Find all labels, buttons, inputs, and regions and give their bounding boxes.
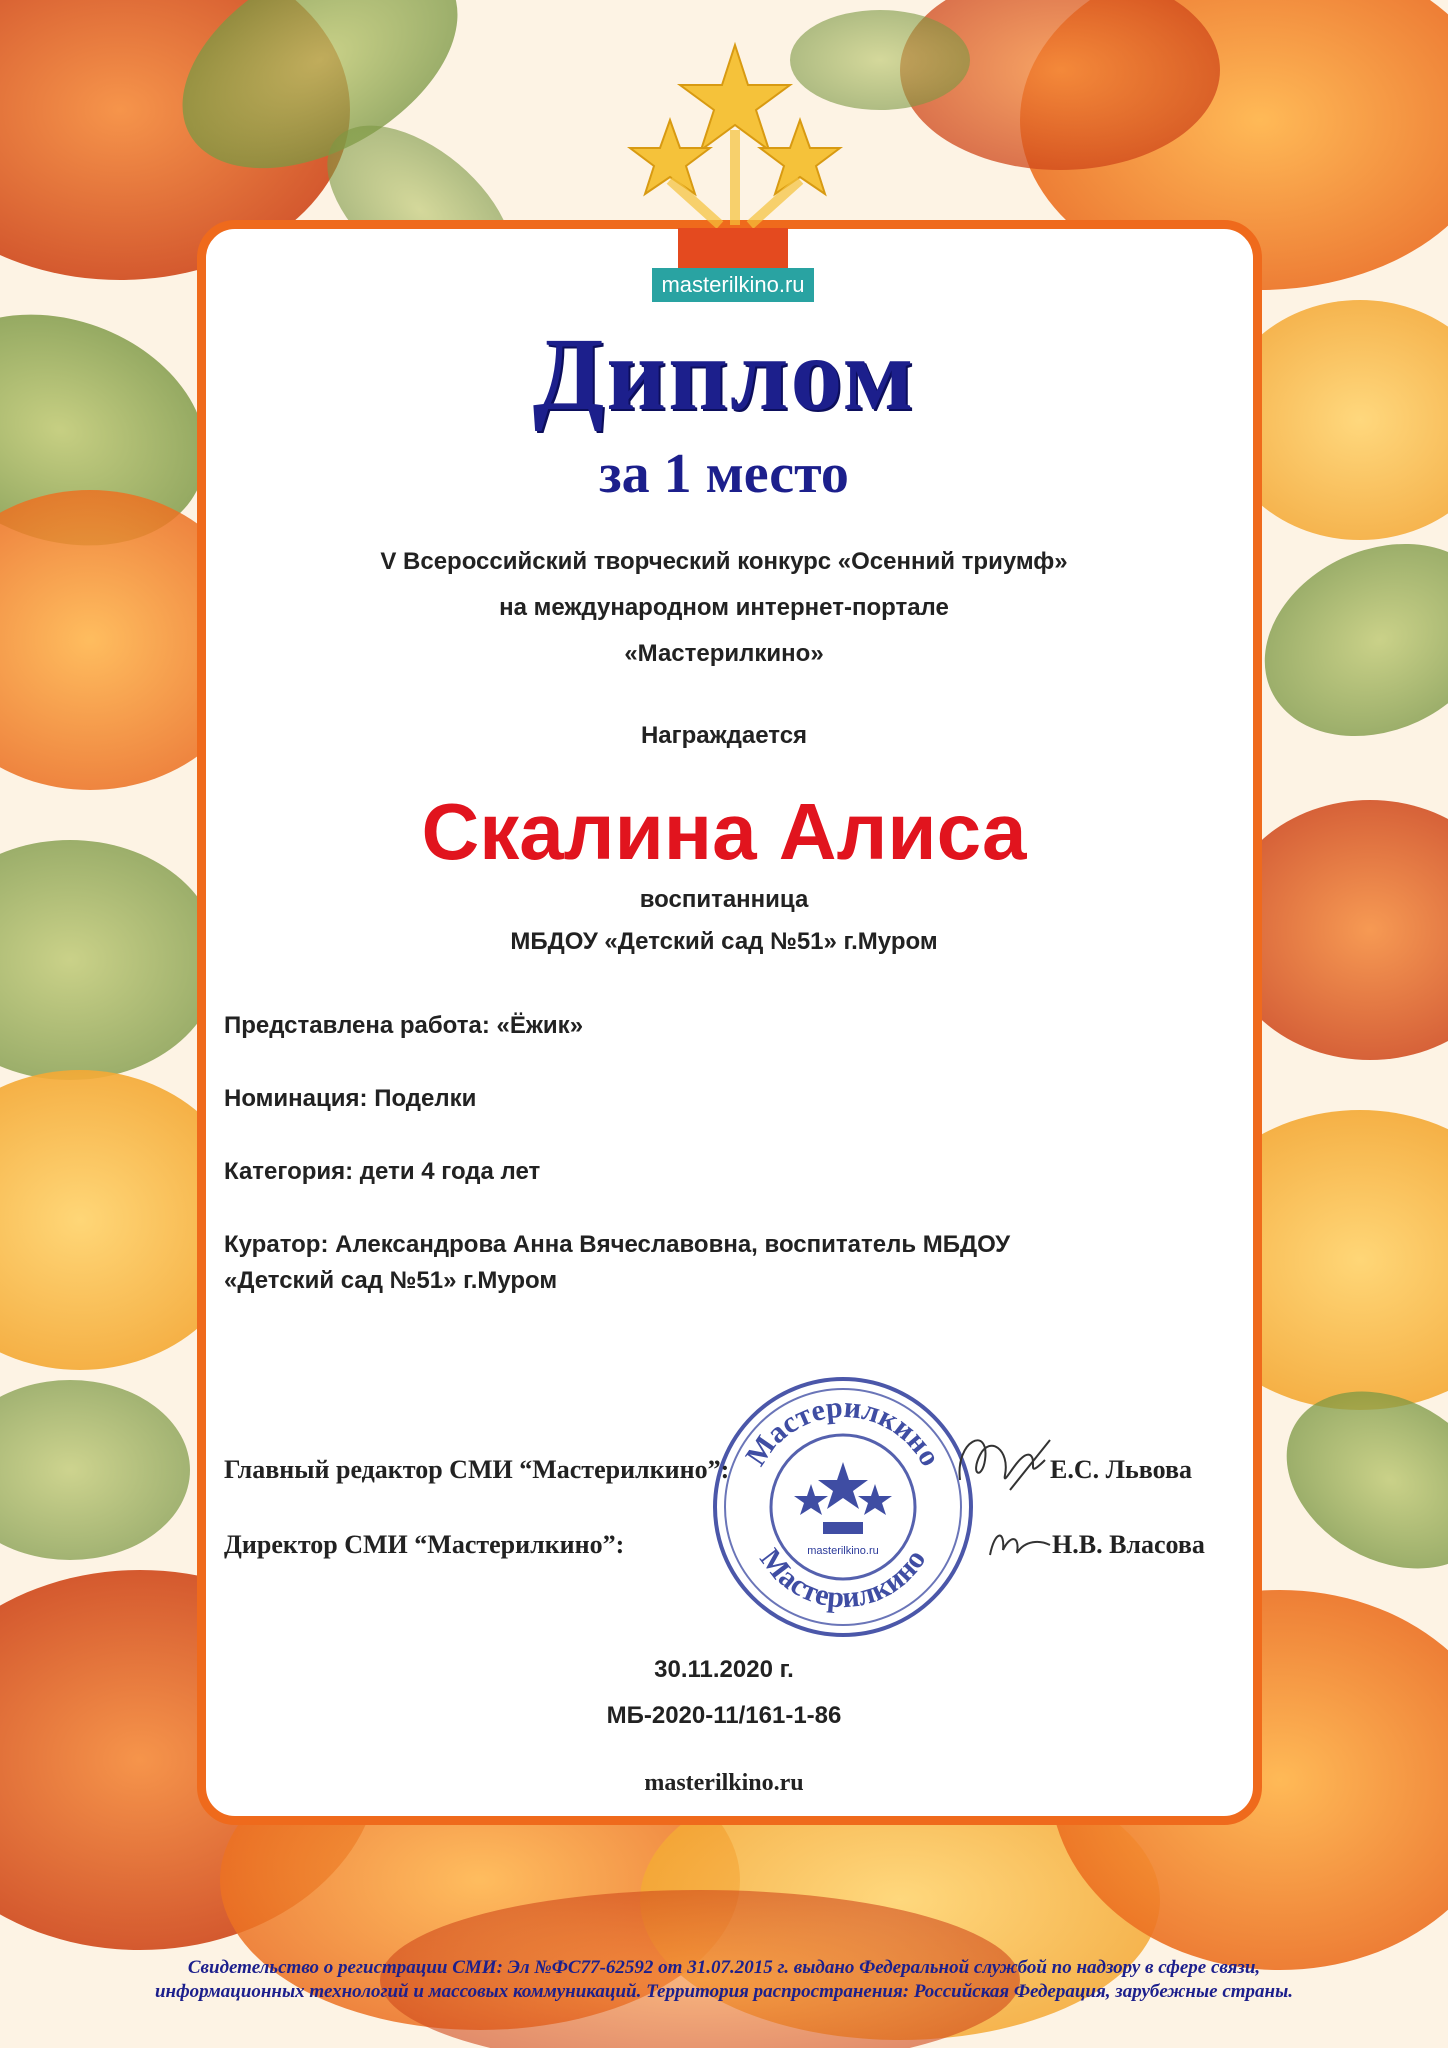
website-link[interactable]: masterilkino.ru [644, 1770, 804, 1796]
editor-name: Е.С. Львова [1050, 1455, 1192, 1484]
footer-line-2: информационных технологий и массовых коммуникаций. Территория распространения: Российская Федерация, зарубежные страны. [154, 1981, 1294, 2002]
curator-line-2: «Детский сад №51» г.Муром [224, 1267, 558, 1294]
recipient-org: МБДОУ «Детский сад №51» г.Муром [510, 928, 938, 955]
director-label: Директор СМИ “Мастерилкино”: [224, 1530, 625, 1559]
issue-date: 30.11.2020 г. [654, 1656, 794, 1683]
editor-label: Главный редактор СМИ “Мастерилкино”: [224, 1455, 730, 1484]
recipient-role: воспитанница [639, 886, 809, 913]
recipient-name: Скалина Алиса [421, 787, 1027, 876]
official-stamp [708, 1372, 978, 1642]
registration-footer [40, 1956, 1408, 2004]
contest-line-1: V Всероссийский творческий конкурс «Осенний триумф» [380, 548, 1068, 575]
diploma-title: Диплом [532, 317, 916, 432]
stamp-top-text: Мастерилкино [739, 1390, 948, 1472]
work-title: Представлена работа: «Ёжик» [224, 1012, 584, 1039]
document-number: МБ-2020-11/161-1-86 [606, 1702, 842, 1729]
stamp-bottom-text: Мастерилкино [753, 1542, 933, 1615]
stars-icon [615, 40, 855, 230]
nomination: Номинация: Поделки [224, 1085, 477, 1112]
site-logo: masterilkino.ru [652, 268, 814, 302]
contest-line-2: на международном интернет-портале [499, 594, 949, 621]
contest-line-3: «Мастерилкино» [624, 640, 824, 667]
editor-signature [950, 1420, 1060, 1510]
director-signature [985, 1525, 1055, 1565]
curator-line-1: Куратор: Александрова Анна Вячеславовна, воспитатель МБДОУ [224, 1231, 1011, 1258]
awarded-label: Награждается [640, 722, 808, 749]
footer-line-1: Свидетельство о регистрации СМИ: Эл №ФС77-62592 от 31.07.2015 г. выдано Федеральной службой по надзору в сфере связи, [187, 1957, 1261, 1978]
director-name: Н.В. Власова [1052, 1530, 1205, 1559]
diploma-subtitle: за 1 место [599, 443, 849, 505]
category: Категория: дети 4 года лет [224, 1158, 541, 1185]
stamp-stars-icon [794, 1462, 892, 1534]
stamp-center-text: masterilkino.ru [807, 1545, 879, 1557]
logo-pedestal [678, 228, 788, 272]
